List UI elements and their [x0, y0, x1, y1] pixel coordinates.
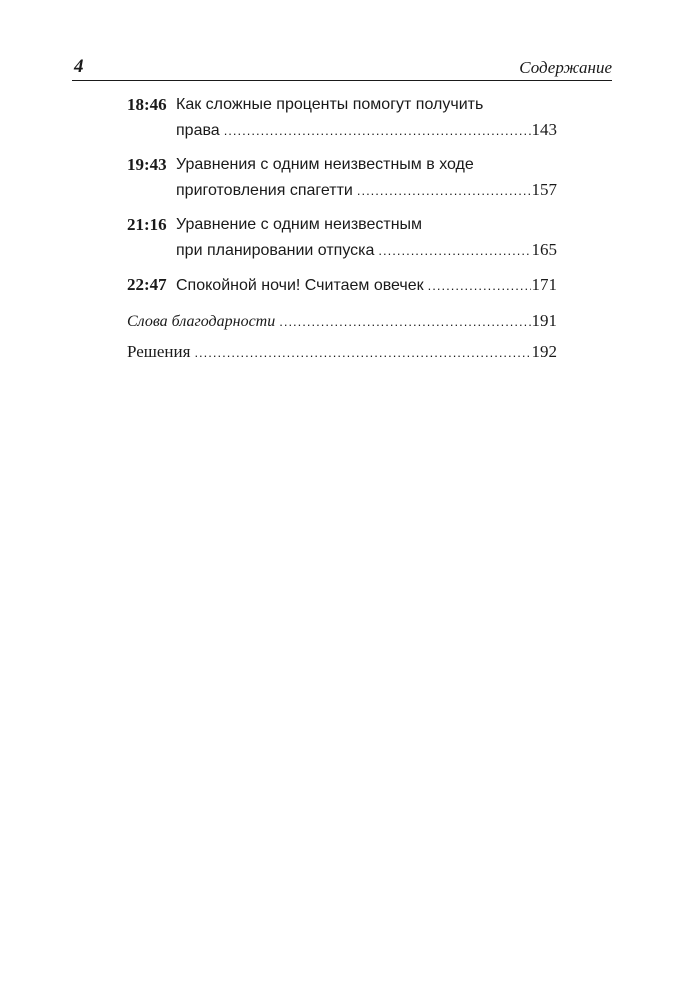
dot-leader	[224, 118, 531, 143]
toc-entry-title: Уравнение с одним неизвестным	[176, 216, 423, 233]
toc-entry-time: 21:16	[127, 215, 167, 234]
page-header	[72, 52, 612, 81]
dot-leader	[279, 309, 530, 334]
toc-entry-page: 191	[531, 311, 557, 330]
toc-entry-title-cont: при планировании отпуска	[176, 242, 375, 259]
toc-entry-title: Слова благодарности	[127, 313, 276, 330]
table-of-contents	[127, 92, 557, 374]
toc-entry-time: 18:46	[127, 95, 167, 114]
dot-leader	[378, 238, 530, 263]
toc-entry-title: Как сложные проценты помогут получить	[176, 96, 484, 113]
toc-entry-page: 171	[531, 275, 557, 294]
page-number: 4	[74, 56, 84, 77]
toc-entry-title: Спокойной ночи! Считаем овечек	[176, 277, 424, 294]
toc-entry-time: 22:47	[127, 275, 167, 294]
toc-entry-title: Уравнения с одним неизвестным в ходе	[176, 156, 474, 173]
running-title: Содержание	[519, 58, 612, 77]
toc-entry-title-cont: приготовления спагетти	[176, 182, 353, 199]
toc-entry-solutions[interactable]	[127, 339, 557, 365]
toc-entry[interactable]	[127, 92, 557, 143]
toc-entry-page: 192	[531, 342, 557, 361]
dot-leader	[194, 340, 530, 365]
toc-entry-page: 157	[531, 180, 557, 199]
toc-entry-page: 165	[531, 240, 557, 259]
toc-entry[interactable]	[127, 212, 557, 263]
dot-leader	[357, 178, 531, 203]
dot-leader	[428, 273, 531, 298]
toc-entry-title: Решения	[127, 342, 191, 361]
toc-entry-time: 19:43	[127, 155, 167, 174]
toc-entry[interactable]	[127, 152, 557, 203]
toc-entry-acknowledgements[interactable]	[127, 308, 557, 334]
toc-entry-title-cont: права	[176, 122, 220, 139]
toc-entry[interactable]	[127, 272, 557, 298]
toc-entry-page: 143	[531, 120, 557, 139]
